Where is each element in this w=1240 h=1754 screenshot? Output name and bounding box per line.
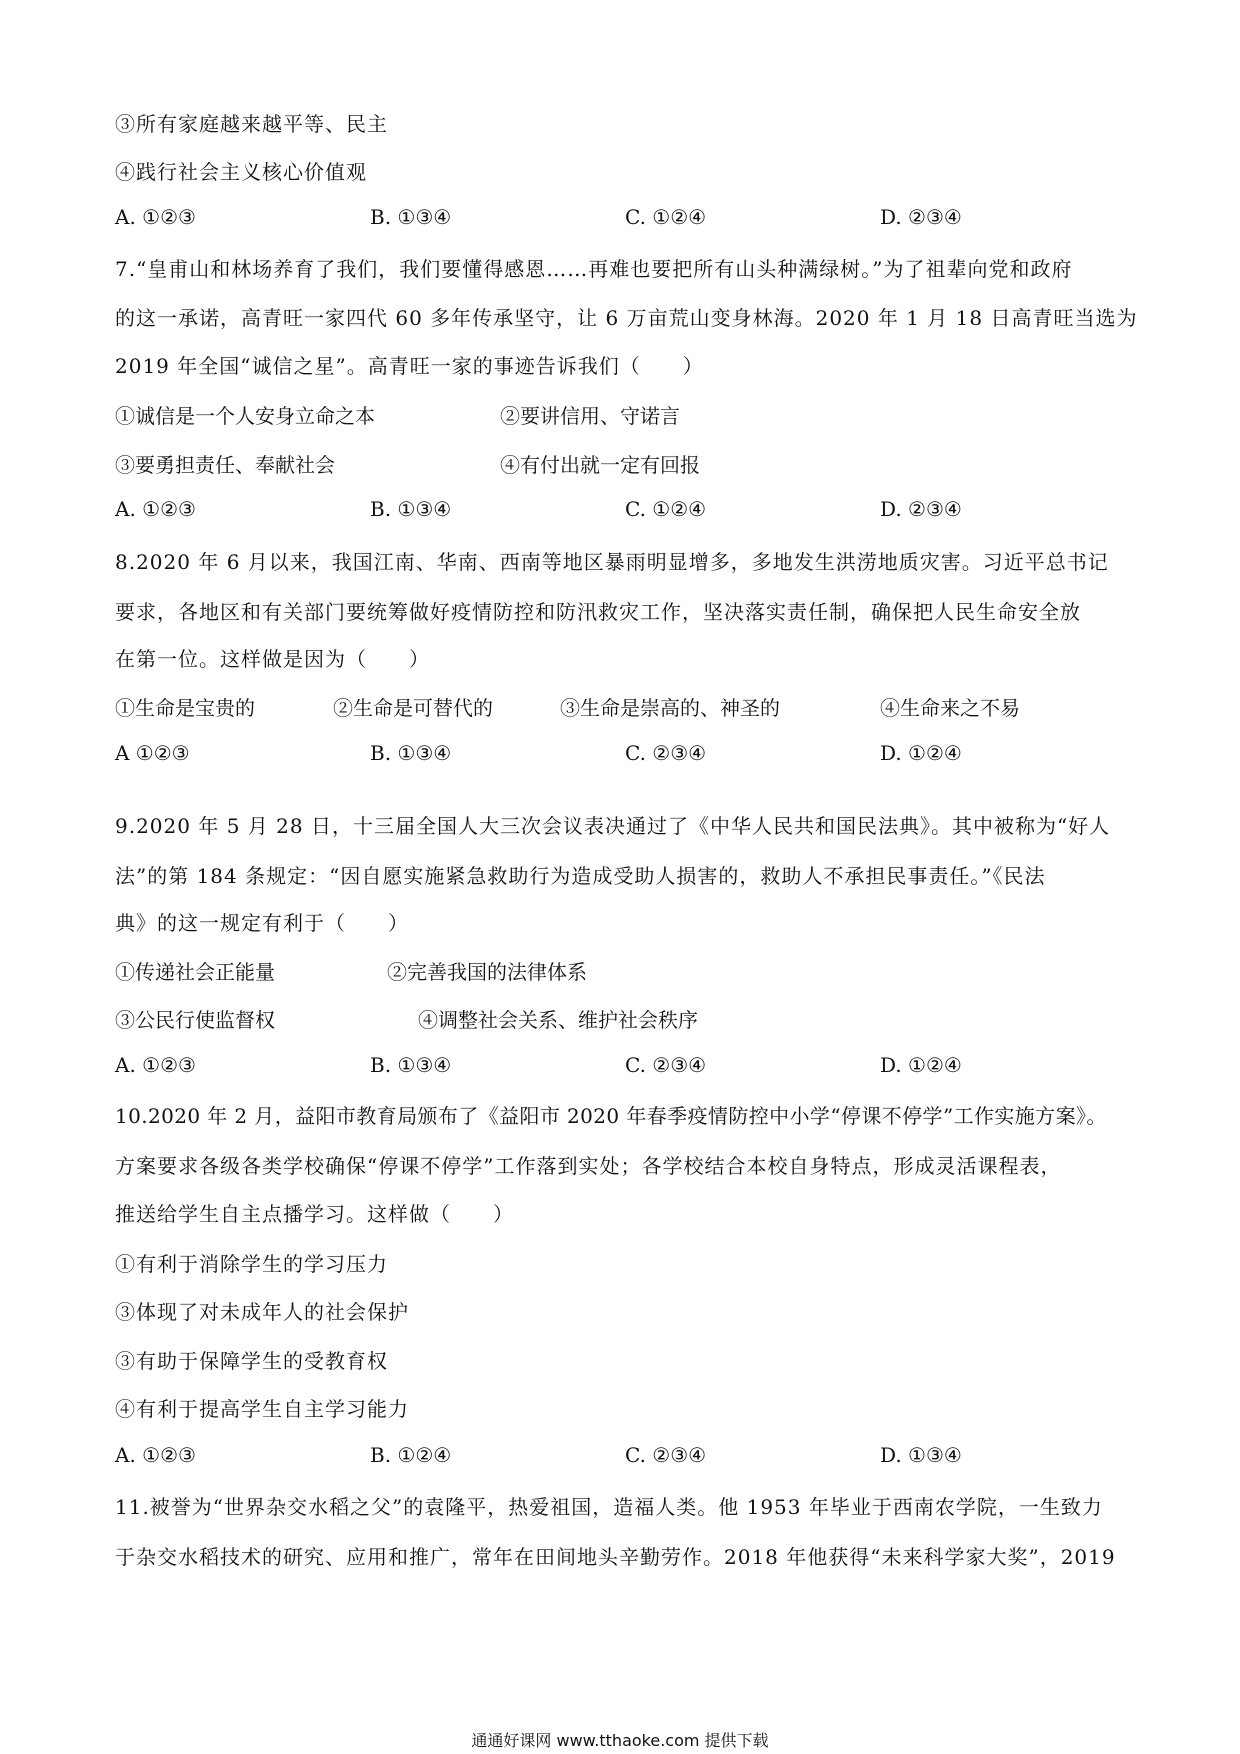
- question-10-text: 推送给学生自主点播学习。这样做（ ）: [115, 1202, 514, 1226]
- statement: ①诚信是一个人安身立命之本: [115, 404, 375, 428]
- option-b: B. ①③④: [370, 497, 452, 521]
- question-11-text: 11.被誉为“世界杂交水稻之父”的袁隆平，热爱祖国，造福人类。他 1953 年毕业于西南农学院，一生致力: [115, 1495, 1103, 1519]
- question-8-text: 8.2020 年 6 月以来，我国江南、华南、西南等地区暴雨明显增多，多地发生洪涝地质灾害。习近平总书记: [115, 550, 1109, 574]
- statement: ④调整社会关系、维护社会秩序: [418, 1008, 698, 1032]
- statement: ②生命是可替代的: [333, 696, 493, 720]
- option-c: C. ①②④: [625, 205, 707, 229]
- question-10-text: 10.2020 年 2 月，益阳市教育局颁布了《益阳市 2020 年春季疫情防控中小学“停课不停学”工作实施方案》。: [115, 1104, 1107, 1128]
- option-b: B. ①③④: [370, 1053, 452, 1077]
- statement-line: ③体现了对未成年人的社会保护: [115, 1300, 409, 1324]
- option-c: C. ①②④: [625, 497, 707, 521]
- question-7-text: 的这一承诺，高青旺一家四代 60 多年传承坚守，让 6 万亩荒山变身林海。2020 年 1 月 18 日高青旺当选为: [115, 306, 1138, 330]
- question-7-text: 7.“皇甫山和林场养育了我们，我们要懂得感恩……再难也要把所有山头种满绿树。”为了祖辈向党和政府: [115, 257, 1073, 281]
- statement: ①生命是宝贵的: [115, 696, 255, 720]
- option-d: D. ②③④: [880, 497, 962, 521]
- statement-line: ④践行社会主义核心价值观: [115, 160, 367, 184]
- question-9-text: 法”的第 184 条规定：“因自愿实施紧急救助行为造成受助人损害的，救助人不承担民事责任。”《民法: [115, 864, 1046, 888]
- statement: ④有付出就一定有回报: [500, 453, 700, 477]
- statement: ①传递社会正能量: [115, 960, 275, 984]
- question-7-text: 2019 年全国“诚信之星”。高青旺一家的事迹告诉我们（ ）: [115, 354, 704, 378]
- statement: ③生命是崇高的、神圣的: [560, 696, 780, 720]
- page-footer: 通通好课网 www.tthaoke.com 提供下载: [471, 1731, 769, 1750]
- statement: ②完善我国的法律体系: [387, 960, 587, 984]
- statement: ②要讲信用、守诺言: [500, 404, 680, 428]
- option-c: C. ②③④: [625, 1053, 707, 1077]
- option-d: D. ①③④: [880, 1443, 962, 1467]
- question-8-text: 要求，各地区和有关部门要统筹做好疫情防控和防汛救灾工作，坚决落实责任制，确保把人民生命安全放: [115, 600, 1081, 624]
- option-d: D. ①②④: [880, 1053, 962, 1077]
- question-8-text: 在第一位。这样做是因为（ ）: [115, 647, 430, 671]
- option-a: A. ①②③: [115, 1053, 196, 1077]
- statement-line: ③有助于保障学生的受教育权: [115, 1349, 388, 1373]
- question-11-text: 于杂交水稻技术的研究、应用和推广，常年在田间地头辛勤劳作。2018 年他获得“未来科学家大奖”，2019: [115, 1545, 1116, 1569]
- question-10-text: 方案要求各级各类学校确保“停课不停学”工作落到实处；各学校结合本校自身特点，形成灵活课程表，: [115, 1154, 1062, 1178]
- option-b: B. ①③④: [370, 205, 452, 229]
- statement-line: ④有利于提高学生自主学习能力: [115, 1397, 409, 1421]
- option-a: A ①②③: [115, 741, 190, 765]
- option-a: A. ①②③: [115, 1443, 196, 1467]
- question-9-text: 典》的这一规定有利于（ ）: [115, 911, 409, 935]
- option-c: C. ②③④: [625, 1443, 707, 1467]
- statement: ④生命来之不易: [880, 696, 1020, 720]
- statement-line: ①有利于消除学生的学习压力: [115, 1252, 388, 1276]
- option-d: D. ②③④: [880, 205, 962, 229]
- option-a: A. ①②③: [115, 205, 196, 229]
- statement: ③公民行使监督权: [115, 1008, 275, 1032]
- option-d: D. ①②④: [880, 741, 962, 765]
- statement: ③要勇担责任、奉献社会: [115, 453, 335, 477]
- question-9-text: 9.2020 年 5 月 28 日，十三届全国人大三次会议表决通过了《中华人民共和国民法典》。其中被称为“好人: [115, 814, 1111, 838]
- option-a: A. ①②③: [115, 497, 196, 521]
- option-c: C. ②③④: [625, 741, 707, 765]
- statement-line: ③所有家庭越来越平等、民主: [115, 112, 388, 136]
- option-b: B. ①③④: [370, 741, 452, 765]
- option-b: B. ①②④: [370, 1443, 452, 1467]
